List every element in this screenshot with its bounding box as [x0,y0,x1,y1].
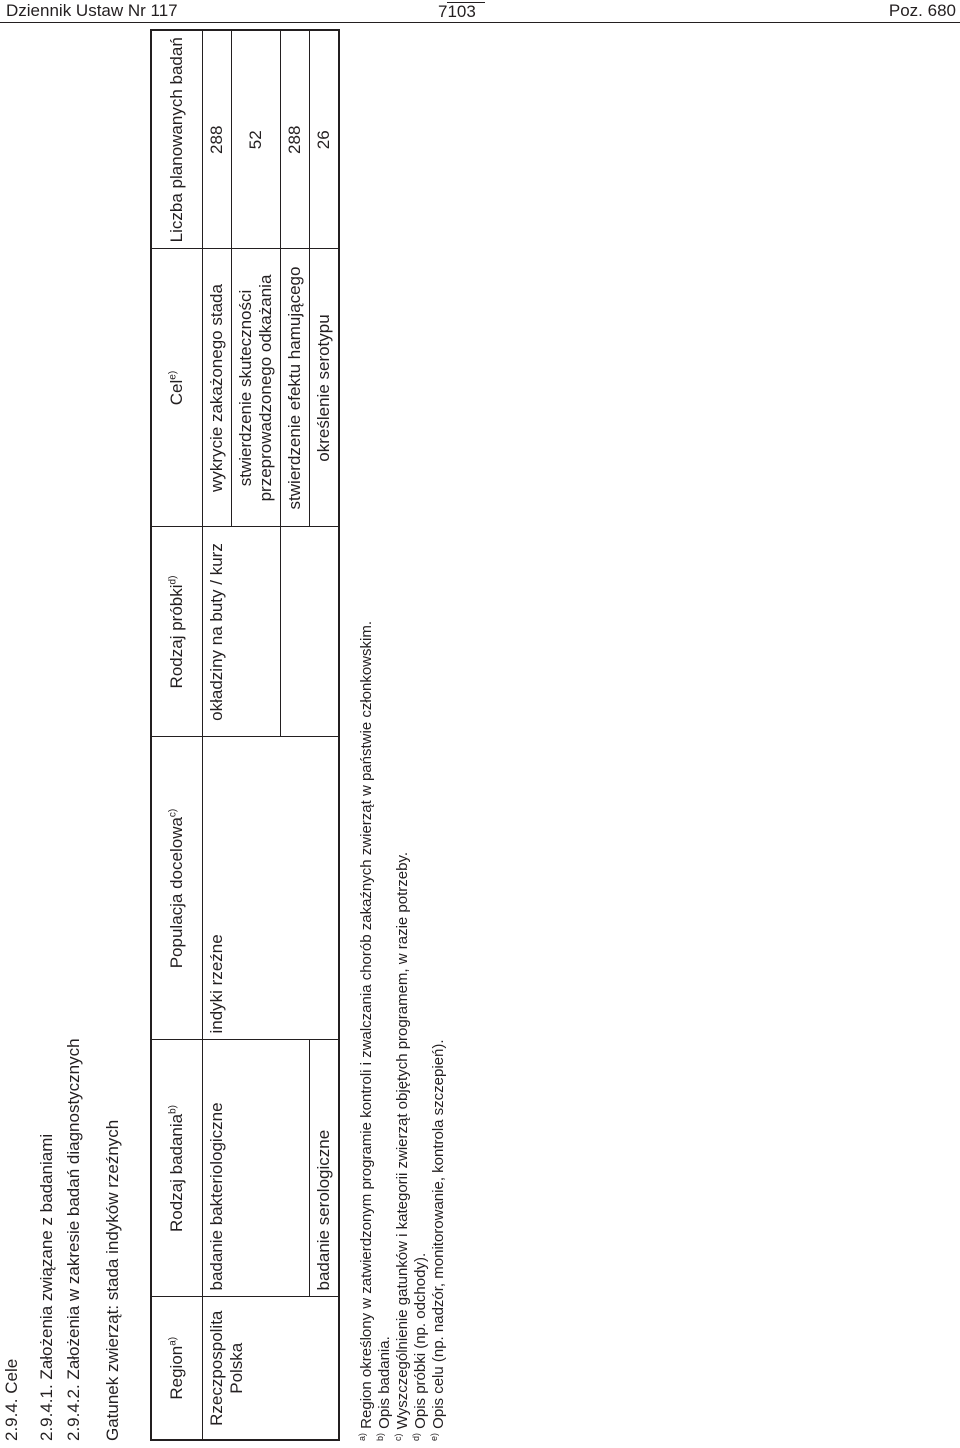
cell-population: indyki rzeźne [203,737,340,1040]
rotated-content [0,28,960,1448]
header-test-type: Rodzaj badania$^{b)}$ [151,1040,203,1297]
footnote-a: $^{a)}$ Region określony w zatwierdzonym programie kontroli i zwalczania chorób zakaźnych zwierząt w państwie członkowskim. [357,620,375,1441]
header-divider [0,22,960,23]
cell-count: 26 [310,30,340,249]
cell-count: 288 [203,30,232,249]
section-heading-diagnostic: 2.9.4.2. Założenia w zakresie badań diagnostycznych [64,1038,83,1441]
cell-serological: badanie serologiczne [310,1040,340,1297]
journal-title: Dziennik Ustaw Nr 117 [6,1,178,20]
table-header-row [151,30,203,1440]
diagnostics-table [150,29,340,1441]
footnote-d: $^{d)}$ Opis próbki (np. odchody). [411,1252,429,1441]
section-heading-research: 2.9.4.1. Założenia związane z badaniami [37,1133,56,1441]
footnotes [358,141,448,1441]
cell-goal: określenie serotypu [310,249,340,527]
page-number-text: 7103 [438,2,476,21]
section-heading-cele: 2.9.4. Cele [2,1358,21,1441]
page-header [0,0,960,26]
header-sample: Rodzaj próbki$^{d)}$ [151,527,203,737]
footnote-c: $^{c)}$ Wyszczególnienie gatunków i kategorii zwierząt objętych programem, w razie potrzeby. [393,851,411,1441]
footnote-e: $^{e)}$ Opis celu (np. nadzór, monitorowanie, kontrola szczepień). [429,1039,447,1441]
cell-goal: stwierdzenie skuteczności przeprowadzonego odkażania [232,249,281,527]
table-row [203,30,232,1440]
position-number: Poz. 680 [888,1,956,20]
cell-sample: okładziny na buty / kurz [203,527,281,737]
cell-region: Rzeczpospolita Polska [203,1297,340,1440]
cell-count: 288 [281,30,310,249]
cell-sample-empty [310,527,340,737]
header-count: Liczba planowanych badań [151,30,203,249]
cell-goal: wykrycie zakażonego stada [203,249,232,527]
cell-count: 52 [232,30,281,249]
header-goal: Cel$^{e)}$ [151,249,203,527]
species-line: Gatunek zwierząt: stada indyków rzeźnych [103,1119,122,1441]
header-region: Region$^{a)}$ [151,1297,203,1440]
header-population: Populacja docelowa$^{c)}$ [151,737,203,1040]
footnote-b: $^{b)}$ Opis badania. [375,1336,393,1441]
cell-bacteriological: badanie bakteriologiczne [203,1040,310,1297]
table-row [310,30,340,1440]
cell-goal: stwierdzenie efektu hamującego [281,249,310,527]
cell-sample-empty [281,527,310,737]
